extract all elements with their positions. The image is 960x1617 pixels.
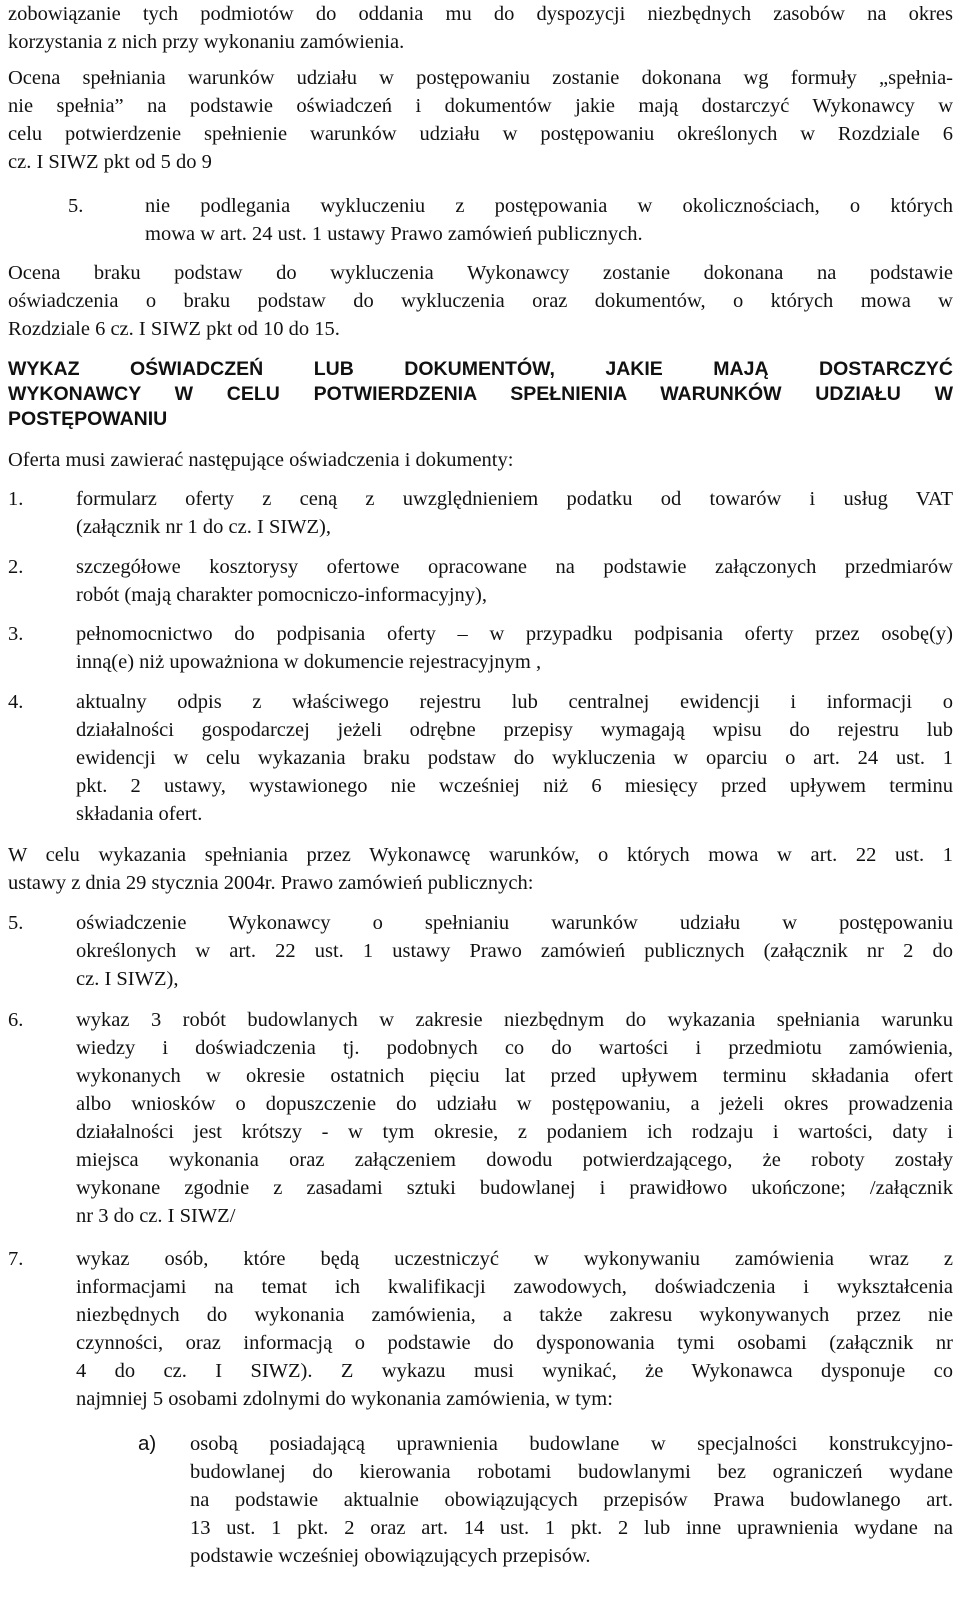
text-line: Ocena spełniania warunków udziału w postępowaniu zostanie dokonana wg formuły „spełnia- bbox=[8, 67, 953, 89]
text-line: ustawy z dnia 29 stycznia 2004r. Prawo zamówień publicznych: bbox=[8, 872, 534, 894]
list-number: 2. bbox=[8, 556, 24, 578]
text-line: (załącznik nr 1 do cz. I SIWZ), bbox=[76, 516, 331, 538]
text-line: określonych w art. 22 ust. 1 ustawy Prawo zamówień publicznych (załącznik nr 2 do bbox=[76, 940, 953, 962]
text-line: czynności, oraz informacją o podstawie do dysponowania tymi osobami (załącznik nr bbox=[76, 1332, 953, 1354]
list-number: 1. bbox=[8, 488, 24, 510]
text-line: wykaz 3 robót budowlanych w zakresie niezbędnym do wykazania spełniania warunku bbox=[76, 1009, 953, 1031]
text-line: niezbędnych do wykonania zamówienia, a także zakresu wykonywanych przez nie bbox=[76, 1304, 953, 1326]
text-line: robót (mają charakter pomocniczo-informacyjny), bbox=[76, 584, 487, 606]
text-line: działalności jest krótszy - w tym okresie, z podaniem ich rodzaju i wartości, daty i bbox=[76, 1121, 953, 1143]
text-line: zobowiązanie tych podmiotów do oddania mu do dyspozycji niezbędnych zasobów na okres bbox=[8, 3, 953, 25]
text-line: wykaz osób, które będą uczestniczyć w wykonywaniu zamówienia wraz z bbox=[76, 1248, 953, 1270]
text-line: działalności gospodarczej jeżeli odrębne przepisy wymagają wpisu do rejestru lub bbox=[76, 719, 953, 741]
heading-line: POSTĘPOWANIU bbox=[8, 408, 168, 430]
intro-paragraph bbox=[8, 0, 953, 56]
text-line: na podstawie aktualnie obowiązujących przepisów Prawa budowlanego art. bbox=[190, 1489, 953, 1511]
text-line: wykonane zgodnie z zasadami sztuki budowlanej i prawidłowo ukończone; /załącznik bbox=[76, 1177, 953, 1199]
text-line: oświadczenia o braku podstaw do wykluczenia oraz dokumentów, o których mowa w bbox=[8, 290, 953, 312]
text-line: składania ofert. bbox=[76, 803, 203, 825]
text-line: informacjami na temat ich kwalifikacji zawodowych, doświadczenia i wykształcenia bbox=[76, 1276, 953, 1298]
requirements-intro-paragraph bbox=[8, 841, 953, 897]
exclusion-evaluation-paragraph bbox=[8, 259, 953, 343]
heading-line: WYKAZ OŚWIADCZEŃ LUB DOKUMENTÓW, JAKIE MAJĄ DOSTARCZYĆ bbox=[8, 358, 953, 380]
section-heading bbox=[8, 357, 953, 432]
text-line: Ocena braku podstaw do wykluczenia Wykonawcy zostanie dokonana na podstawie bbox=[8, 262, 953, 284]
text-line: mowa w art. 24 ust. 1 ustawy Prawo zamówień publicznych. bbox=[145, 223, 643, 245]
text-line: Rozdziale 6 cz. I SIWZ pkt od 10 do 15. bbox=[8, 318, 340, 340]
text-line: 4 do cz. I SIWZ). Z wykazu musi wynikać, że Wykonawca dysponuje co bbox=[76, 1360, 953, 1382]
list-number: 5. bbox=[68, 195, 84, 217]
text-line: pkt. 2 ustawy, wystawionego nie wcześniej niż 6 miesięcy przed upływem terminu bbox=[76, 775, 953, 797]
text-line: korzystania z nich przy wykonaniu zamówienia. bbox=[8, 31, 405, 53]
text-line: inną(e) niż upoważniona w dokumencie rejestracyjnym , bbox=[76, 651, 542, 673]
text-line: celu potwierdzenie spełnienie warunków udziału w postępowaniu określonych w Rozdziale 6 bbox=[8, 123, 953, 145]
text-line: miejsca wykonania oraz załączeniem dowodu potwierdzającego, że roboty zostały bbox=[76, 1149, 953, 1171]
text-line: Oferta musi zawierać następujące oświadczenia i dokumenty: bbox=[8, 449, 514, 471]
text-line: pełnomocnictwo do podpisania oferty – w przypadku podpisania oferty przez osobę(y) bbox=[76, 623, 953, 645]
heading-line: WYKONAWCY W CELU POTWIERDZENIA SPEŁNIENIA WARUNKÓW UDZIAŁU W bbox=[8, 383, 953, 405]
text-line: oświadczenie Wykonawcy o spełnianiu warunków udziału w postępowaniu bbox=[76, 912, 953, 934]
sub-item-letter: a) bbox=[138, 1432, 157, 1455]
text-line: podstawie wcześniej obowiązujących przepisów. bbox=[190, 1545, 591, 1567]
text-line: wiedzy i doświadczenia tj. podobnych co do wartości i przedmiotu zamówienia, bbox=[76, 1037, 953, 1059]
evaluation-paragraph bbox=[8, 64, 953, 176]
text-line: formularz oferty z ceną z uwzględnieniem podatku od towarów i usług VAT bbox=[76, 488, 953, 510]
list-number: 4. bbox=[8, 691, 24, 713]
list-number: 7. bbox=[8, 1248, 24, 1270]
text-line: szczegółowe kosztorysy ofertowe opracowane na podstawie załączonych przedmiarów bbox=[76, 556, 953, 578]
text-line: ewidencji w celu wykazania braku podstaw do wykluczenia w oparciu o art. 24 ust. 1 bbox=[76, 747, 953, 769]
text-line: nie spełnia” na podstawie oświadczeń i dokumentów jakie mają dostarczyć Wykonawcy w bbox=[8, 95, 953, 117]
text-line: aktualny odpis z właściwego rejestru lub centralnej ewidencji i informacji o bbox=[76, 691, 953, 713]
text-line: cz. I SIWZ), bbox=[76, 968, 179, 990]
list-number: 5. bbox=[8, 912, 24, 934]
text-line: budowlanej do kierowania robotami budowlanymi bez ograniczeń wydane bbox=[190, 1461, 953, 1483]
text-line: wykonanych w okresie ostatnich pięciu lat przed upływem terminu składania ofert bbox=[76, 1065, 953, 1087]
text-line: najmniej 5 osobami zdolnymi do wykonania zamówienia, w tym: bbox=[76, 1388, 613, 1410]
list-number: 6. bbox=[8, 1009, 24, 1031]
text-line: W celu wykazania spełniania przez Wykonawcę warunków, o których mowa w art. 22 ust. 1 bbox=[8, 844, 953, 866]
text-line: osobą posiadającą uprawnienia budowlane w specjalności konstrukcyjno- bbox=[190, 1433, 953, 1455]
text-line: nr 3 do cz. I SIWZ/ bbox=[76, 1205, 236, 1227]
text-line: cz. I SIWZ pkt od 5 do 9 bbox=[8, 151, 212, 173]
text-line: albo wniosków o dopuszczenie do udziału w postępowaniu, a jeżeli okres prowadzenia bbox=[76, 1093, 953, 1115]
list-number: 3. bbox=[8, 623, 24, 645]
offer-intro bbox=[8, 446, 953, 474]
text-line: nie podlegania wykluczeniu z postępowania w okolicznościach, o których bbox=[145, 195, 953, 217]
text-line: 13 ust. 1 pkt. 2 oraz art. 14 ust. 1 pkt. 2 lub inne uprawnienia wydane na bbox=[190, 1517, 953, 1539]
